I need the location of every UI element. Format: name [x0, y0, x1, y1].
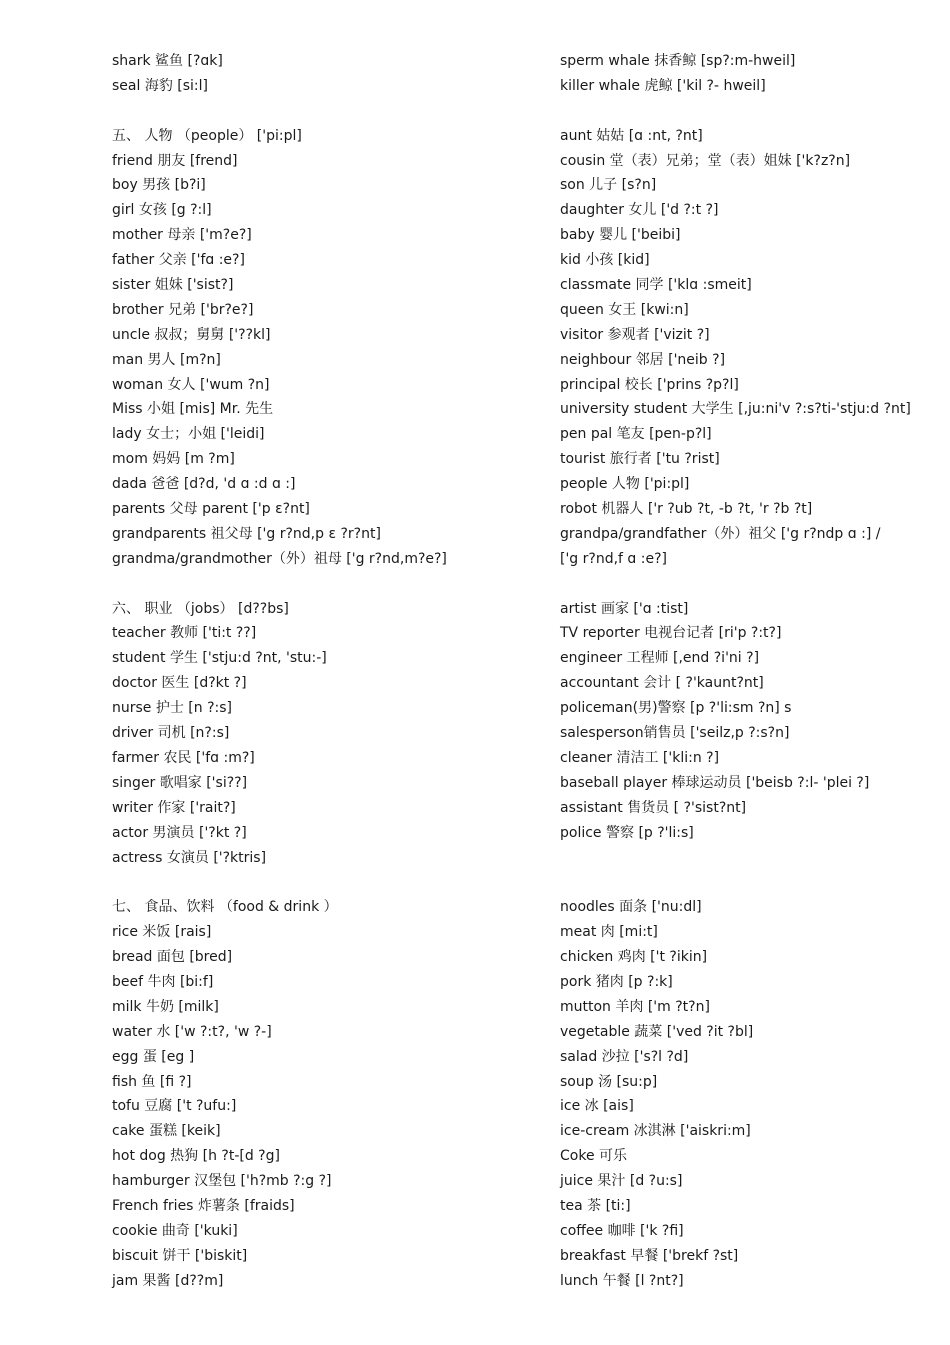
vocab-entry: dada 爸爸 [d?d, 'd ɑ :d ɑ :]: [112, 476, 296, 493]
section-heading: 七、 食品、饮料 （food & drink ）: [112, 899, 338, 916]
vocab-entry: policeman(男)警察 [p ?'li:sm ?n] s: [560, 700, 792, 717]
vocab-entry: ice 冰 [ais]: [560, 1098, 634, 1115]
vocab-entry: parents 父母 parent ['p ɛ?nt]: [112, 501, 310, 518]
vocab-entry: cousin 堂（表）兄弟；堂（表）姐妹 ['k?z?n]: [560, 152, 851, 169]
vocab-entry: visitor 参观者 ['vizit ?]: [560, 326, 710, 343]
vocab-entry: biscuit 饼干 ['biskit]: [112, 1247, 248, 1264]
vocab-entry: water 水 ['w ?:t?, 'w ?-]: [112, 1023, 272, 1040]
vocab-entry: vegetable 蔬菜 ['ved ?it ?bl]: [560, 1023, 754, 1040]
section-heading: 五、 人物 （people） ['pi:pl]: [112, 127, 302, 144]
vocab-entry: robot 机器人 ['r ?ub ?t, -b ?t, 'r ?b ?t]: [560, 501, 813, 518]
vocab-entry: jam 果酱 [d??m]: [112, 1272, 224, 1289]
vocab-entry: pen pal 笔友 [pen-p?l]: [560, 426, 712, 443]
vocab-entry: farmer 农民 ['fɑ :m?]: [112, 749, 255, 766]
vocab-entry: teacher 教师 ['ti:t ??]: [112, 625, 257, 642]
vocab-entry: salesperson销售员 ['seilz,p ?:s?n]: [560, 725, 790, 742]
vocab-entry: people 人物 ['pi:pl]: [560, 476, 690, 493]
vocab-entry: mom 妈妈 [m ?m]: [112, 451, 235, 468]
vocab-entry: baseball player 棒球运动员 ['beisb ?:l- 'plei ?]: [560, 774, 870, 791]
vocab-entry: rice 米饭 [rais]: [112, 924, 212, 941]
vocab-entry: driver 司机 [n?:s]: [112, 725, 230, 742]
vocab-entry: Miss 小姐 [mis] Mr. 先生: [112, 401, 274, 418]
vocab-entry: killer whale 虎鲸 ['kil ?- hweil]: [560, 77, 766, 94]
section-gap: [560, 572, 940, 597]
section-gap: [112, 870, 542, 895]
vocab-entry: tofu 豆腐 ['t ?ufu:]: [112, 1098, 237, 1115]
vocab-entry: police 警察 [p ?'li:s]: [560, 824, 694, 841]
vocab-entry: hot dog 热狗 [h ?t-[d ?g]: [112, 1148, 280, 1165]
vocab-entry: artist 画家 ['ɑ :tist]: [560, 600, 689, 617]
right-column: [560, 49, 940, 1294]
vocab-entry: seal 海豹 [si:l]: [112, 77, 208, 94]
vocab-entry: meat 肉 [mi:t]: [560, 924, 658, 941]
vocab-entry: neighbour 邻居 ['neib ?]: [560, 351, 726, 368]
vocab-entry: shark 鲨鱼 [?ɑk]: [112, 53, 223, 69]
vocab-entry: hamburger 汉堡包 ['h?mb ?:g ?]: [112, 1173, 332, 1190]
vocab-entry: writer 作家 ['rait?]: [112, 799, 236, 816]
vocab-entry: salad 沙拉 ['s?l ?d]: [560, 1048, 689, 1065]
vocab-entry: grandparents 祖父母 ['g r?nd,p ε ?r?nt]: [112, 525, 381, 542]
vocab-entry: nurse 护士 [n ?:s]: [112, 700, 232, 717]
vocab-entry: actress 女演员 ['?ktris]: [112, 849, 267, 866]
vocab-entry: tourist 旅行者 ['tu ?rist]: [560, 451, 720, 468]
vocab-entry: assistant 售货员 [ ?'sist?nt]: [560, 799, 747, 816]
vocab-entry: father 父亲 ['fɑ :e?]: [112, 252, 245, 269]
vocab-entry: baby 婴儿 ['beibi]: [560, 227, 681, 244]
vocab-entry: French fries 炸薯条 [fraids]: [112, 1197, 295, 1214]
vocab-entry: [560, 846, 940, 871]
vocab-entry: cleaner 清洁工 ['kli:n ?]: [560, 749, 720, 766]
vocab-entry: breakfast 早餐 ['brekf ?st]: [560, 1247, 739, 1264]
vocab-entry: aunt 姑姑 [ɑ :nt, ?nt]: [560, 127, 703, 144]
vocab-entry: beef 牛肉 [bi:f]: [112, 973, 214, 990]
vocab-entry: queen 女王 [kwi:n]: [560, 301, 689, 318]
vocab-entry: grandpa/grandfather（外）祖父 ['g r?ndp ɑ :] /: [560, 525, 881, 542]
vocab-entry: accountant 会计 [ ?'kaunt?nt]: [560, 675, 764, 692]
vocab-entry: ice-cream 冰淇淋 ['aiskri:m]: [560, 1123, 751, 1140]
vocab-entry: singer 歌唱家 ['si??]: [112, 774, 248, 791]
vocab-entry: son 儿子 [s?n]: [560, 177, 657, 194]
section-gap: [560, 870, 940, 895]
vocab-entry: friend 朋友 [frend]: [112, 152, 238, 169]
vocab-entry: sister 姐妹 ['sist?]: [112, 277, 234, 294]
vocab-entry: pork 猪肉 [p ?:k]: [560, 973, 673, 990]
vocab-entry: milk 牛奶 [milk]: [112, 998, 219, 1015]
vocab-entry: uncle 叔叔；舅舅 ['??kl]: [112, 326, 271, 343]
vocab-entry: tea 茶 [ti:]: [560, 1197, 631, 1214]
vocab-entry: TV reporter 电视台记者 [ri'p ?:t?]: [560, 625, 782, 642]
left-column: [112, 49, 542, 1294]
vocab-entry: girl 女孩 [g ?:l]: [112, 202, 212, 219]
vocab-entry: student 学生 ['stju:d ?nt, 'stu:-]: [112, 650, 327, 667]
vocab-entry: lady 女士；小姐 ['leidi]: [112, 426, 265, 443]
vocab-entry: lunch 午餐 [l ?nt?]: [560, 1272, 684, 1289]
vocab-entry: kid 小孩 [kid]: [560, 252, 650, 269]
vocab-entry: noodles 面条 ['nu:dl]: [560, 899, 702, 916]
vocab-entry: Coke 可乐: [560, 1148, 628, 1165]
section-gap: [112, 572, 542, 597]
vocab-entry: university student 大学生 [,ju:ni'v ?:s?ti-'stju:d ?nt]: [560, 401, 911, 418]
vocab-entry: principal 校长 ['prins ?p?l]: [560, 376, 739, 393]
vocab-entry: cake 蛋糕 [keik]: [112, 1123, 221, 1140]
vocab-entry: egg 蛋 [eg ]: [112, 1048, 195, 1065]
vocab-entry: classmate 同学 ['klɑ :smeit]: [560, 277, 752, 294]
section-heading: 六、 职业 （jobs） [d??bs]: [112, 600, 289, 617]
vocab-entry: daughter 女儿 ['d ?:t ?]: [560, 202, 719, 219]
vocab-entry: cookie 曲奇 ['kuki]: [112, 1222, 238, 1239]
vocab-entry: fish 鱼 [fi ?]: [112, 1073, 192, 1090]
vocab-entry: coffee 咖啡 ['k ?fi]: [560, 1222, 684, 1239]
vocab-entry: woman 女人 ['wum ?n]: [112, 376, 270, 393]
section-gap: [112, 99, 542, 124]
vocab-entry: bread 面包 [bred]: [112, 949, 233, 966]
section-gap: [560, 99, 940, 124]
vocab-entry: man 男人 [m?n]: [112, 351, 221, 368]
vocab-entry: engineer 工程师 [,end ?i'ni ?]: [560, 650, 760, 667]
vocab-entry: boy 男孩 [b?i]: [112, 177, 206, 194]
vocab-entry: juice 果汁 [d ?u:s]: [560, 1173, 683, 1190]
vocab-entry: doctor 医生 [d?kt ?]: [112, 675, 247, 692]
vocab-entry: chicken 鸡肉 ['t ?ikin]: [560, 949, 708, 966]
vocab-entry: sperm whale 抹香鲸 [sp?:m-hweil]: [560, 53, 796, 69]
vocab-entry: soup 汤 [su:p]: [560, 1073, 658, 1090]
vocab-entry: mother 母亲 ['m?e?]: [112, 227, 252, 244]
vocab-entry: actor 男演员 ['?kt ?]: [112, 824, 247, 841]
vocab-entry: mutton 羊肉 ['m ?t?n]: [560, 998, 710, 1015]
vocab-entry: grandma/grandmother（外）祖母 ['g r?nd,m?e?]: [112, 550, 447, 567]
vocab-entry: ['g r?nd,f ɑ :e?]: [560, 550, 667, 567]
vocab-entry: brother 兄弟 ['br?e?]: [112, 301, 254, 318]
